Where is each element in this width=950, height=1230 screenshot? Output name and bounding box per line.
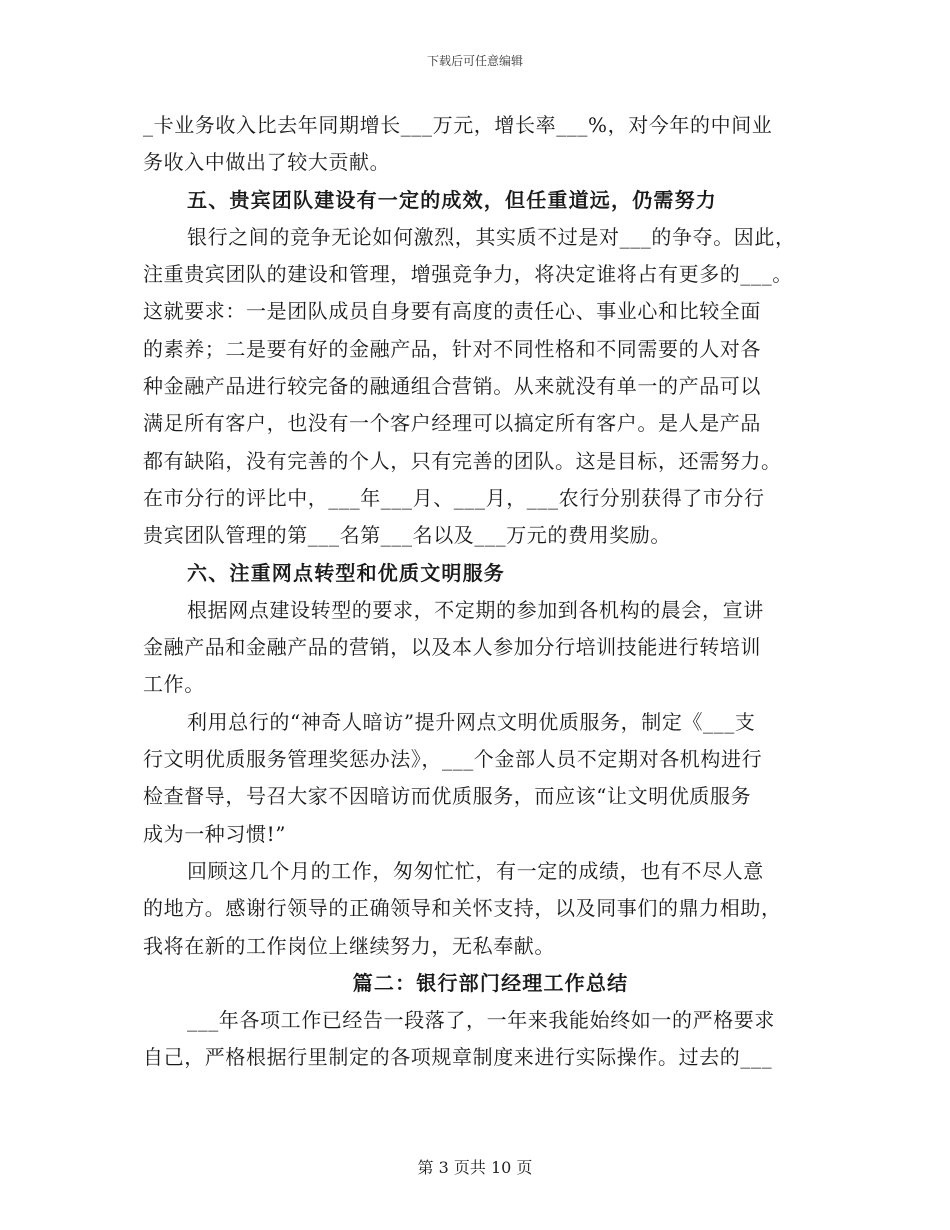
paragraph-line: 我将在新的工作岗位上继续努力，无私奉献。	[143, 933, 555, 958]
paragraph-line: 回顾这几个月的工作，匆匆忙忙，有一定的成绩，也有不尽人意	[187, 858, 764, 883]
paragraph-line: 利用总行的“神奇人暗访”提升网点文明优质服务，制定《___支	[187, 709, 756, 734]
paragraph-line: 成为一种习惯!”	[143, 821, 287, 846]
paragraph-line: 金融产品和金融产品的营销，以及本人参加分行培训技能进行转培训	[143, 635, 761, 660]
paragraph-line: 行文明优质服务管理奖惩办法》，___个金部人员不定期对各机构进行	[143, 747, 763, 772]
paragraph-line: 根据网点建设转型的要求，不定期的参加到各机构的晨会，宣讲	[187, 597, 764, 622]
paragraph-line: 的素养；二是要有好的金融产品，针对不同性格和不同需要的人对各	[143, 336, 761, 361]
article-title: 篇二：银行部门经理工作总结	[352, 970, 629, 995]
paragraph-line: 检查督导，号召大家不因暗访而优质服务，而应该“让文明优质服务	[143, 784, 752, 809]
paragraph-line: 工作。	[143, 672, 205, 697]
paragraph-line: 的地方。感谢行领导的正确领导和关怀支持，以及同事们的鼎力相助，	[143, 896, 782, 921]
paragraph-line: ___年各项工作已经告一段落了，一年来我能始终如一的严格要求	[187, 1008, 775, 1033]
document-body	[143, 107, 808, 1077]
paragraph-line: 在市分行的评比中，___年___月、___月，___农行分别获得了市分行	[143, 485, 765, 510]
paragraph-line: 银行之间的竞争无论如何激烈，其实质不过是对___的争夺。因此，	[187, 224, 796, 249]
paragraph-line: 都有缺陷，没有完善的个人，只有完善的团队。这是目标，还需努力。	[143, 448, 782, 473]
paragraph-line: 种金融产品进行较完备的融通组合营销。从来就没有单一的产品可以	[143, 374, 761, 399]
section-heading-5: 五、贵宾团队建设有一定的成效，但任重道远，仍需努力	[187, 187, 717, 212]
paragraph-line: 注重贵宾团队的建设和管理，增强竞争力，将决定谁将占有更多的___。	[143, 262, 793, 287]
paragraph-line: 满足所有客户，也没有一个客户经理可以搞定所有客户。是人是产品	[143, 411, 761, 436]
page-header-note: 下载后可任意编辑	[426, 54, 523, 68]
paragraph-line: 务收入中做出了较大贡献。	[143, 150, 391, 175]
paragraph-line: _卡业务收入比去年同期增长___万元，增长率___%，对今年的中间业	[143, 113, 773, 137]
page-number-footer: 第 3 页共 10 页	[417, 1158, 533, 1177]
section-heading-6: 六、注重网点转型和优质文明服务	[187, 560, 505, 585]
paragraph-line: 这就要求：一是团队成员自身要有高度的责任心、事业心和比较全面	[143, 299, 761, 324]
paragraph-line: 贵宾团队管理的第___名第___名以及___万元的费用奖励。	[143, 523, 671, 548]
paragraph-line: 自己，严格根据行里制定的各项规章制度来进行实际操作。过去的___	[143, 1045, 773, 1070]
